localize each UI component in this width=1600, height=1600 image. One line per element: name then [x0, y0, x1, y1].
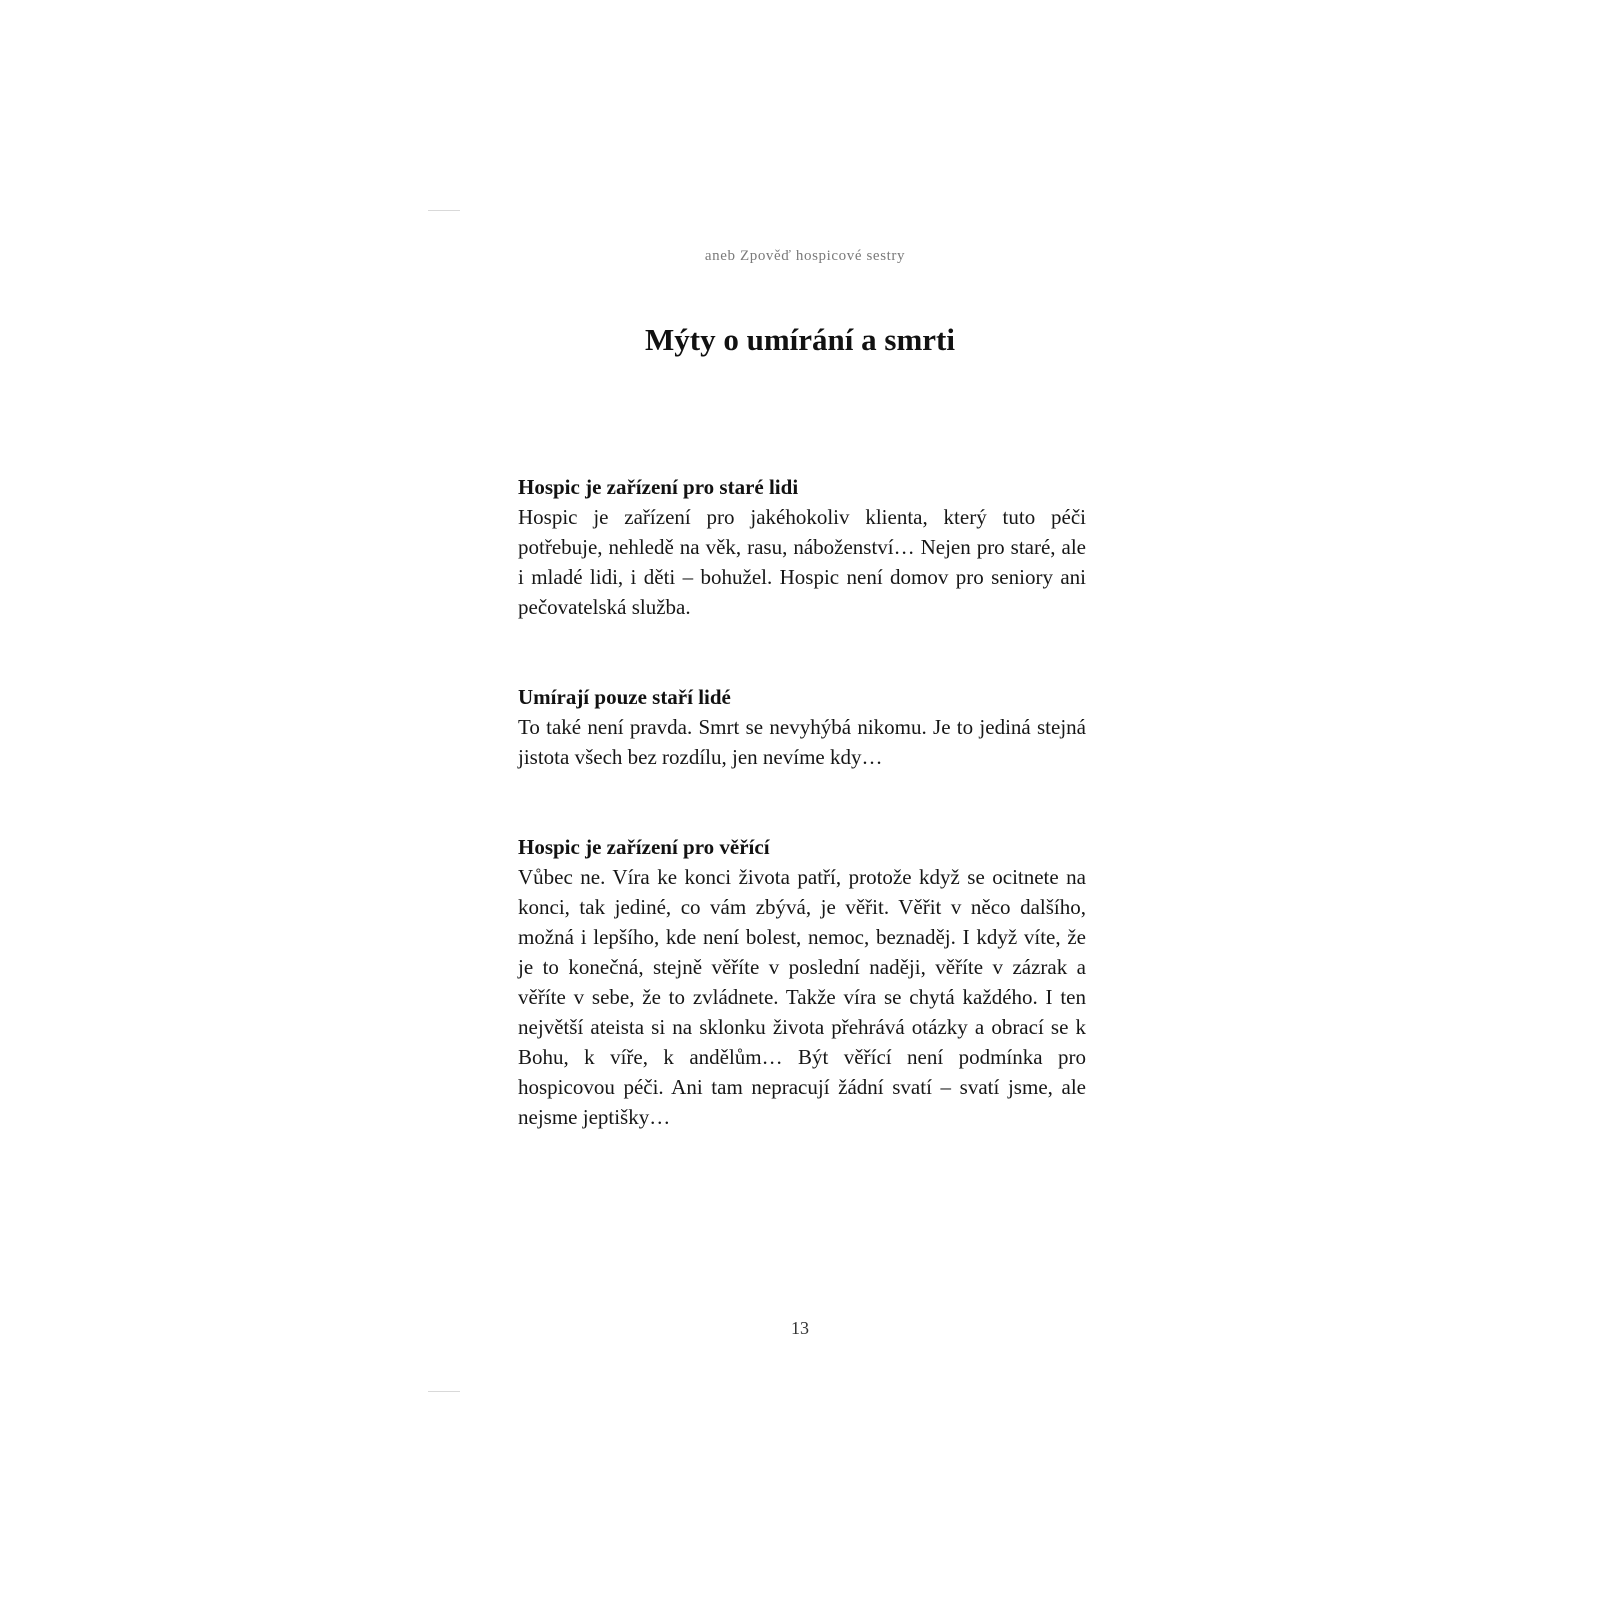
section-heading: Hospic je zařízení pro věřící [518, 835, 770, 859]
section-body: Hospic je zařízení pro jakéhokoliv klienta, který tuto péči potřebuje, nehledě na věk, rasu, náboženství… Nejen pro staré, ale i mladé lidi, i děti – bohužel. Hospic není domov pro seniory ani pečovatelská služba. [518, 505, 1086, 619]
myth-section-1 [518, 472, 1086, 622]
chapter-title [0, 322, 1600, 358]
myth-section-3 [518, 832, 1086, 1132]
myth-section-2 [518, 682, 1086, 772]
section-heading: Hospic je zařízení pro staré lidi [518, 475, 799, 499]
page-number: 13 [791, 1318, 809, 1338]
section-body: Vůbec ne. Víra ke konci života patří, protože když se ocitnete na konci, tak jediné, co vám zbývá, je věřit. Věřit v něco dalšího, možná i lepšího, kde není bolest, nemoc, beznaděj. I když víte, že je to konečná, stejně věříte v poslední naději, věříte v zázrak a věříte v sebe, že to zvládnete. Takže víra se chytá každého. I ten největší ateista si na sklonku života přehrává otázky a obrací se k Bohu, k víře, k andělům… Být věřící není podmínka pro hospicovou péči. Ani tam nepracují žádní svatí – svatí jsme, ale nejsme jeptišky… [518, 865, 1086, 1129]
running-head [0, 248, 1600, 265]
section-body: To také není pravda. Smrt se nevyhýbá nikomu. Je to jediná stejná jistota všech bez rozdílu, jen nevíme kdy… [518, 715, 1086, 769]
crop-mark-top [428, 210, 460, 211]
section-heading: Umírají pouze staří lidé [518, 685, 731, 709]
crop-mark-bottom [428, 1391, 460, 1392]
chapter-title-text: Mýty o umírání a smrti [645, 322, 955, 357]
running-head-text: aneb Zpověď hospicové sestry [704, 248, 906, 264]
